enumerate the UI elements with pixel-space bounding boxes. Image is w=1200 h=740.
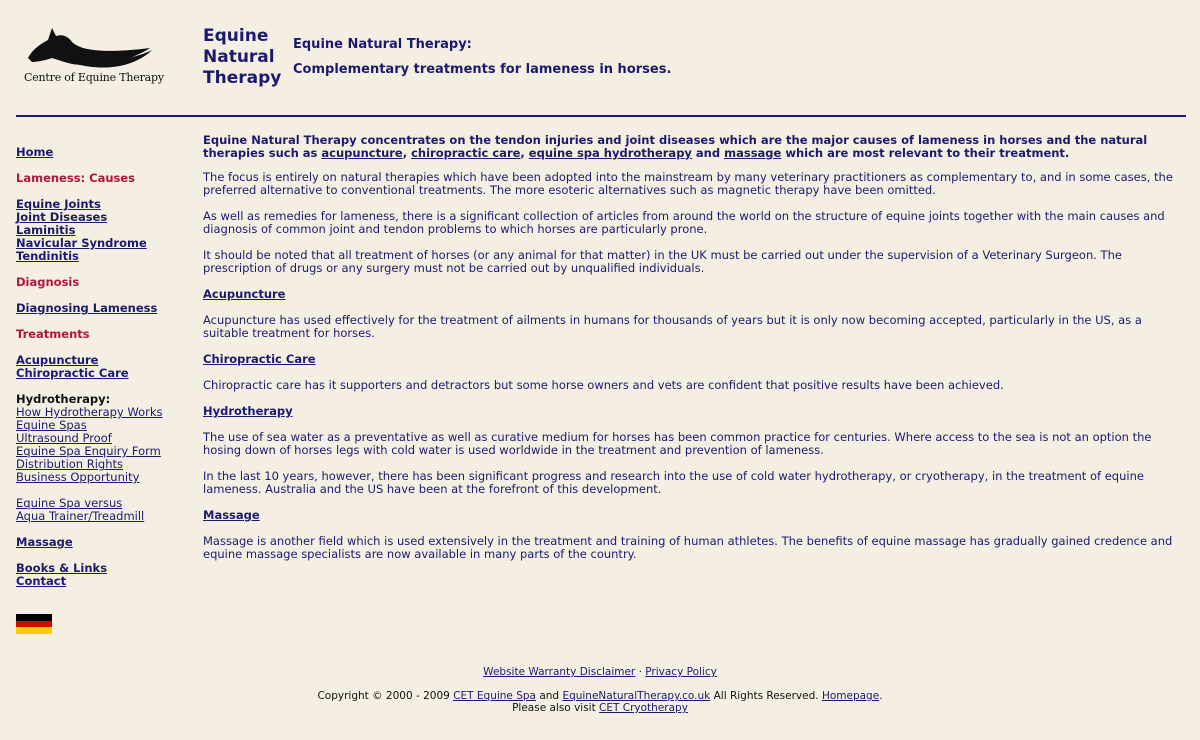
site-title-word: Equine	[203, 26, 269, 46]
nav-group-versus	[16, 497, 196, 523]
nav-equine-spas[interactable]: Equine Spas	[16, 418, 87, 432]
paragraph-chiropractic: Chiropractic care has it supporters and detractors but some horse owners and vets are confident that positive results have been achieved.	[203, 378, 1004, 392]
nav-joint-diseases[interactable]: Joint Diseases	[16, 210, 108, 224]
footer-site-link[interactable]: EquineNaturalTherapy.co.uk	[562, 690, 711, 702]
sidebar-nav	[16, 146, 196, 601]
nav-books-links[interactable]: Books & Links	[16, 561, 108, 575]
nav-distribution-rights[interactable]: Distribution Rights	[16, 457, 124, 471]
nav-tendinitis[interactable]: Tendinitis	[16, 249, 79, 263]
section-link-acupuncture[interactable]: Acupuncture	[203, 287, 286, 301]
nav-equine-joints[interactable]: Equine Joints	[16, 197, 101, 211]
footer-cet-equine-spa-link[interactable]: CET Equine Spa	[453, 690, 536, 702]
section-link-hydrotherapy[interactable]: Hydrotherapy	[203, 404, 293, 418]
paragraph-hydrotherapy-1: The use of sea water as a preventative as well as curative medium for horses has been common practice for centuries. Where access to the sea is not an option the hosing down of horses legs with cold water is used worldwide in the treatment and prevention of lameness.	[203, 430, 1152, 457]
header-tagline-subtitle: Complementary treatments for lameness in horses.	[293, 62, 672, 77]
nav-label-hydrotherapy: Hydrotherapy:	[16, 392, 111, 406]
intro-link-acupuncture[interactable]: acupuncture	[321, 146, 403, 160]
paragraph-acupuncture: Acupuncture has used effectively for the treatment of ailments in humans for thousands of years but it is only now becoming accepted, particularly in the US, as a suitable treatment for horses.	[203, 313, 1142, 340]
intro-link-hydrotherapy[interactable]: equine spa hydrotherapy	[528, 146, 692, 160]
intro-link-massage[interactable]: massage	[724, 146, 782, 160]
paragraph-remedies: As well as remedies for lameness, there is a significant collection of articles from around the world on the structure of equine joints together with the main causes and diagnosis of common joint and tendon problems to which horses are particularly prone.	[203, 209, 1165, 236]
nav-massage[interactable]: Massage	[16, 535, 73, 549]
nav-contact[interactable]: Contact	[16, 574, 67, 588]
footer-copyright: Copyright © 2000 - 2009 CET Equine Spa and EquineNaturalTherapy.co.uk All Rights Reserved. Homepage. Please also visit CET Cryotherapy	[317, 690, 883, 714]
header-divider	[16, 115, 1186, 117]
nav-aqua-trainer[interactable]: Aqua Trainer/Treadmill	[16, 509, 145, 523]
nav-acupuncture[interactable]: Acupuncture	[16, 353, 99, 367]
nav-diagnosing-lameness[interactable]: Diagnosing Lameness	[16, 301, 158, 315]
nav-heading-treatments: Treatments	[16, 327, 90, 341]
nav-navicular-syndrome[interactable]: Navicular Syndrome	[16, 236, 147, 250]
paragraph-focus: The focus is entirely on natural therapies which have been adopted into the mainstream by many veterinary practitioners as complementary to, and in some cases, the preferred alternative to conventional treatments. The more esoteric alternatives such as magnetic therapy have been omitted.	[203, 170, 1173, 197]
footer-privacy-link[interactable]: Privacy Policy	[645, 666, 717, 678]
intro-link-chiropractic[interactable]: chiropractic care	[411, 146, 521, 160]
german-flag-icon[interactable]	[16, 614, 52, 634]
footer-homepage-link[interactable]: Homepage	[821, 690, 880, 702]
footer-links: Website Warranty Disclaimer · Privacy Policy	[483, 666, 717, 678]
intro-paragraph: Equine Natural Therapy concentrates on the tendon injuries and joint diseases which are the major causes of lameness in horses and the natural therapies such as acupuncture, chiropractic care, equine spa hydrotherapy and massage which are most relevant to their treatment.	[203, 133, 1148, 160]
page-header	[0, 0, 1200, 117]
nav-chiropractic-care[interactable]: Chiropractic Care	[16, 366, 129, 380]
site-title-word: Therapy	[203, 68, 282, 88]
nav-group-lameness	[16, 198, 196, 263]
site-title	[203, 26, 293, 89]
nav-home[interactable]: Home	[16, 145, 54, 159]
nav-laminitis[interactable]: Laminitis	[16, 223, 76, 237]
main-content	[203, 134, 1186, 574]
nav-group-treatments	[16, 354, 196, 380]
nav-equine-spa-enquiry-form[interactable]: Equine Spa Enquiry Form	[16, 444, 161, 458]
logo-text: Centre of Equine Therapy	[24, 71, 164, 84]
paragraph-notice: It should be noted that all treatment of horses (or any animal for that matter) in the UK must be carried out under the supervision of a Veterinary Surgeon. The prescription of drugs or any surgery must not be carried out by unqualified individuals.	[203, 248, 1122, 275]
nav-heading-lameness: Lameness: Causes	[16, 171, 136, 185]
nav-business-opportunity[interactable]: Business Opportunity	[16, 470, 140, 484]
site-title-word: Natural	[203, 47, 275, 67]
nav-ultrasound-proof[interactable]: Ultrasound Proof	[16, 431, 112, 445]
paragraph-massage: Massage is another field which is used extensively in the treatment and training of human athletes. The benefits of equine massage has gradually gained credence and equine massage specialists are now available in many parts of the country.	[203, 534, 1173, 561]
nav-heading-diagnosis: Diagnosis	[16, 275, 80, 289]
nav-equine-spa-versus[interactable]: Equine Spa versus	[16, 496, 123, 510]
section-link-massage[interactable]: Massage	[203, 508, 260, 522]
paragraph-hydrotherapy-2: In the last 10 years, however, there has been significant progress and research into the use of cold water hydrotherapy, or cryotherapy, in the treatment of equine lameness. Australia and the US have been at the forefront of this development.	[203, 469, 1144, 496]
footer-disclaimer-link[interactable]: Website Warranty Disclaimer	[483, 666, 636, 678]
footer-cryotherapy-link[interactable]: CET Cryotherapy	[599, 702, 688, 714]
nav-group-hydrotherapy	[16, 393, 196, 484]
nav-how-hydrotherapy-works[interactable]: How Hydrotherapy Works	[16, 405, 163, 419]
header-tagline-title: Equine Natural Therapy:	[293, 37, 472, 52]
nav-group-bottom	[16, 562, 196, 588]
section-link-chiropractic[interactable]: Chiropractic Care	[203, 352, 316, 366]
